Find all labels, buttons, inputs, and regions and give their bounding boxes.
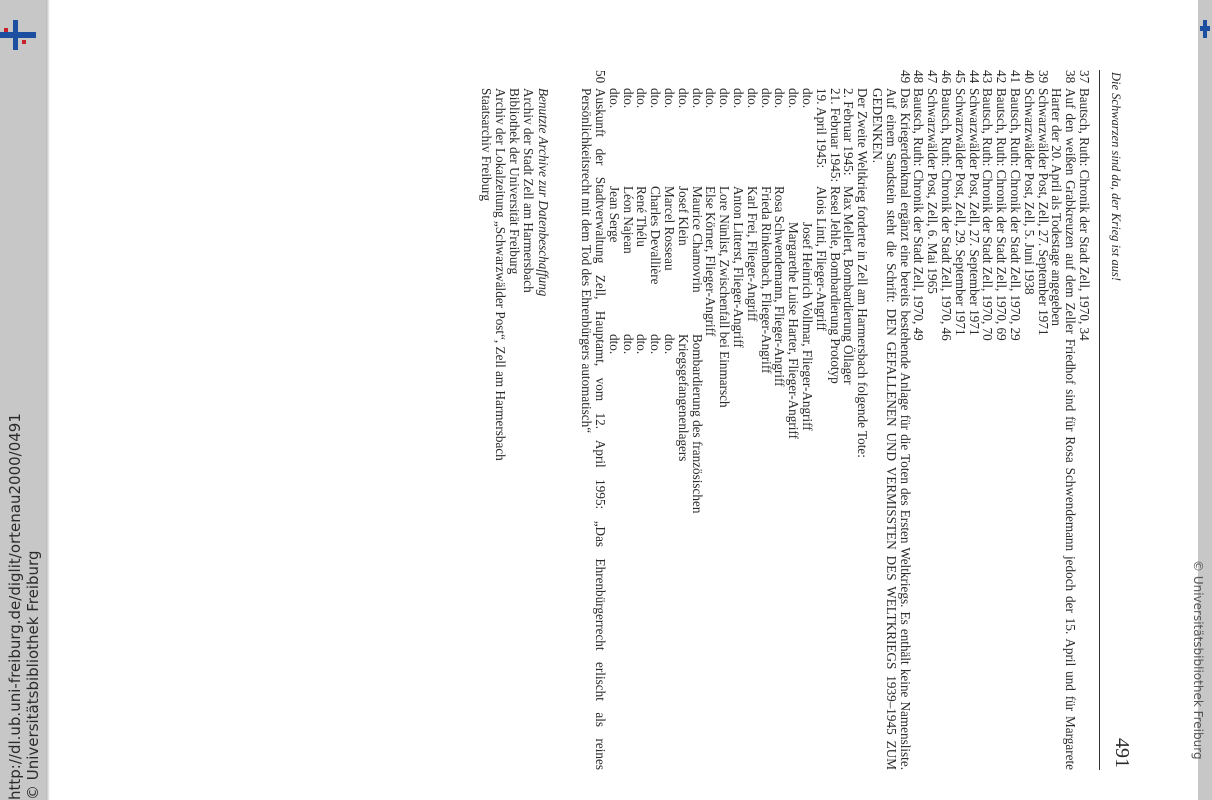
death-date: dto. [717, 88, 733, 109]
footnote-text: Bautsch, Ruth: Chronik der Stadt Zell, 1970, 69 [994, 88, 1010, 341]
war-dead-row [773, 88, 787, 770]
victim-name: Josef Heinrich Vollmar, Flieger-Angriff [800, 222, 816, 431]
footnote-50 [580, 70, 608, 770]
footnote-number: 40 [1021, 70, 1037, 84]
archives-heading: Benutzte Archive zur Datenbeschaffung [535, 88, 551, 297]
war-dead-row [842, 88, 856, 770]
war-dead-row [635, 88, 649, 770]
footnotes [870, 70, 1091, 770]
victim-name: Léon Najean [620, 186, 636, 254]
victim-name: Josef Klein [675, 186, 691, 246]
death-cause: dto. [606, 334, 622, 355]
war-dead-row [786, 88, 800, 770]
war-dead-row [731, 88, 745, 770]
victim-name: Jean Serge [606, 186, 622, 243]
running-title: Die Schwarzen sind da, der Krieg ist aus! [1109, 72, 1123, 282]
footnote-41 [1008, 70, 1022, 770]
victim-name: Else Körner, Flieger-Angriff [703, 186, 719, 337]
death-date: dto. [634, 88, 650, 109]
copyright-notice: © Universitätsbibliothek Freiburg [24, 550, 42, 800]
footnote-number: 42 [994, 70, 1010, 84]
footnote-number: 46 [939, 70, 955, 84]
footnote-number: 48 [911, 70, 927, 84]
death-date: dto. [606, 88, 622, 109]
war-dead-row [662, 88, 676, 770]
death-date: 2. Februar 1945: [841, 88, 857, 176]
victim-name: Margarethe Luise Harter, Flieger-Angriff [786, 222, 802, 439]
right-edge-copyright: © Universitätsbibliothek Freiburg [1191, 560, 1205, 760]
death-cause: dto. [662, 334, 678, 355]
footnote-text: Bautsch, Ruth: Chronik der Stadt Zell, 1970, 49 [911, 88, 927, 341]
footnote-number: 41 [1008, 70, 1024, 84]
war-dead-row [607, 88, 621, 770]
war-dead-row [649, 88, 663, 770]
archive-item: Archiv der Stadt Zell am Harmersbach [520, 88, 536, 293]
footnote-48 [912, 70, 926, 770]
war-dead-row [800, 88, 814, 770]
footnote-text: Bautsch, Ruth: Chronik der Stadt Zell, 1970, 70 [980, 88, 996, 341]
footnote-number: 44 [966, 70, 982, 84]
victim-name: Frieda Rinkenbach, Flieger-Angriff [758, 186, 774, 374]
war-dead-row [717, 88, 731, 770]
footnote-45 [953, 70, 967, 770]
war-dead-row [690, 88, 704, 770]
war-dead-intro [855, 88, 869, 770]
victim-name: Karl Frei, Flieger-Angriff [744, 186, 760, 322]
intro-text: Der Zweite Weltkrieg forderte in Zell am Harmersbach folgende Tote: [855, 88, 871, 458]
footnote-47 [925, 70, 939, 770]
scanned-page [122, 70, 1133, 770]
archive-list [480, 70, 535, 770]
death-cause: Bombardierung des französischen [689, 334, 705, 514]
page-edge-shadow [46, 0, 50, 800]
death-date: dto. [758, 88, 774, 109]
death-date: dto. [620, 88, 636, 109]
archive-item: Archiv der Lokalzeitung „Schwarzwälder Post“, Zell am Harmersbach [493, 88, 509, 461]
victim-name: Charles Devallière [648, 186, 664, 285]
death-date: dto. [703, 88, 719, 109]
death-date: 21. Februar 1945: [827, 88, 843, 183]
victim-name: Rosa Schwendemann, Flieger-Angriff [772, 186, 788, 387]
death-cause: Kriegsgefangenenlagers [675, 334, 691, 462]
war-dead-row [828, 88, 842, 770]
war-dead-row [621, 88, 635, 770]
page-number: 491 [1111, 738, 1133, 768]
footnote-text: Schwarzwälder Post, Zell, 27. September 1971 [966, 88, 982, 336]
footnote-text: Auf den weißen Grabkreuzen auf dem Zeller Friedhof sind für Rosa Schwendemann jedoch der 15. April und für Margarete Harter der 20. April als Todestage angegeben [1049, 88, 1079, 770]
footnote-44 [967, 70, 981, 770]
footnote-40 [1022, 70, 1036, 770]
footnote-text: Bautsch, Ruth: Chronik der Stadt Zell, 1970, 29 [1008, 88, 1024, 341]
footnote-49 [870, 70, 911, 770]
death-date: dto. [648, 88, 664, 109]
death-date: dto. [675, 88, 691, 109]
death-date: dto. [662, 88, 678, 109]
death-date: dto. [744, 88, 760, 109]
victim-name: Anton Litterst, Flieger-Angriff [731, 186, 747, 348]
victim-name: Marcel Rosseau [662, 186, 678, 271]
footnote-text: Bautsch, Ruth: Chronik der Stadt Zell, 1970, 46 [939, 88, 955, 341]
archive-item: Staatsarchiv Freiburg [479, 88, 495, 201]
footnote-38 [1050, 70, 1078, 770]
death-date: dto. [689, 88, 705, 109]
war-dead-row [759, 88, 773, 770]
victim-name: Lore Nünlist, Zwischenfall bei Einmarsch [717, 186, 733, 408]
death-date: dto. [786, 88, 802, 109]
footnote-number: 45 [952, 70, 968, 84]
footnote-number: 50 [593, 70, 609, 84]
death-cause: dto. [620, 334, 636, 355]
war-dead-row [676, 88, 690, 770]
footnote-text: Schwarzwälder Post, Zell, 6. Mai 1965 [925, 88, 941, 294]
archive-item: Bibliothek der Universität Freiburg [506, 88, 522, 275]
footnote-number: 39 [1035, 70, 1051, 84]
war-dead-row [814, 88, 828, 770]
footnote-text: Das Kriegerdenkmal ergänzt eine bereits bestehende Anlage für die Toten des Ersten Weltkriegs. Es enthält keine Namensliste. Auf einem Sandstein steht die Schrift: DEN GEFALLENEN UND VERMISSTEN DES WELTKRIEGS 1939–1945 ZUM GEDENKEN. [870, 88, 913, 770]
footnote-text: Schwarzwälder Post, Zell, 27. September 1971 [1035, 88, 1051, 336]
victim-name: Max Mellert, Bombardierung Öllager [841, 186, 857, 385]
victim-name: René Thélu [634, 186, 650, 247]
death-date: dto. [731, 88, 747, 109]
footnote-39 [1036, 70, 1050, 770]
footnote-number: 37 [1077, 70, 1092, 84]
document-url[interactable]: http://dl.ub.uni-freiburg.de/diglit/ortenau2000/0491 [6, 413, 24, 800]
death-date: dto. [772, 88, 788, 109]
footnote-number: 43 [980, 70, 996, 84]
footnote-number: 49 [897, 70, 913, 84]
footnote-text: Auskunft der Stadtverwaltung Zell, Hauptamt, vom 12. April 1995: „Das Ehrenbürgerrecht erlischt als reines Persönlichkeitsrecht mit dem Tod des Ehrenbürgers automatisch“ [579, 88, 609, 770]
victim-name: Resel Jehle, Bombardierung Prototyp [827, 186, 843, 384]
footnote-text: Schwarzwälder Post, Zell, 5. Juni 1938 [1021, 88, 1037, 295]
war-dead-list [607, 70, 869, 770]
war-dead-row [704, 88, 718, 770]
war-dead-row [745, 88, 759, 770]
victim-name: Maurice Chamovrin [689, 186, 705, 293]
footnote-43 [981, 70, 995, 770]
footnote-37 [1077, 70, 1091, 770]
library-logo-fragment-icon [1200, 20, 1210, 38]
death-cause: dto. [634, 334, 650, 355]
page-header [1099, 70, 1133, 770]
death-date: 19. April 1945: [813, 88, 829, 169]
library-logo-icon [0, 20, 36, 50]
death-cause: dto. [648, 334, 664, 355]
footnote-number: 47 [925, 70, 941, 84]
victim-name: Alois Linti, Flieger-Angriff [813, 186, 829, 331]
footnote-text: Schwarzwälder Post, Zell, 29. September 1971 [952, 88, 968, 336]
footnote-46 [939, 70, 953, 770]
footnote-42 [994, 70, 1008, 770]
footnote-text: Bautsch, Ruth: Chronik der Stadt Zell, 1970, 34 [1077, 88, 1092, 341]
death-date: dto. [800, 88, 816, 109]
footnote-number: 38 [1063, 70, 1079, 84]
